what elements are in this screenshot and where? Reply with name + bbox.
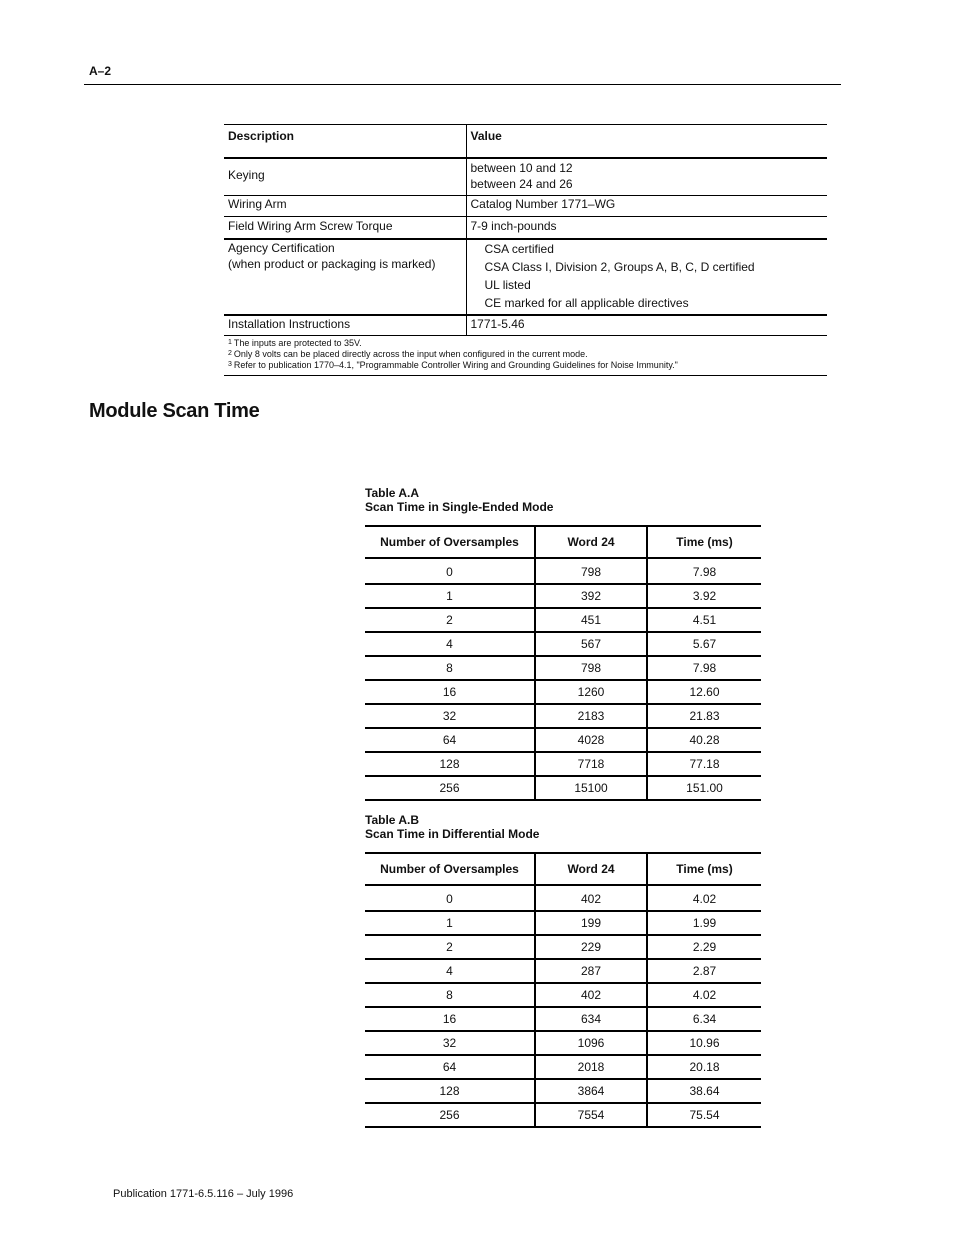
oversamples-cell: 4 [365, 959, 535, 983]
publication-footer: Publication 1771-6.5.116 – July 1996 [113, 1188, 294, 1200]
header-description: Description [224, 125, 466, 158]
oversamples-cell: 0 [365, 558, 535, 584]
spec-label-sub: (when product or packaging is marked) [228, 257, 436, 271]
table-row [365, 1103, 761, 1127]
word24-cell: 4028 [535, 728, 647, 752]
spec-value: 1771-5.46 [466, 315, 827, 336]
table-header-row [365, 853, 761, 885]
column-header: Number of Oversamples [365, 526, 535, 558]
spec-value-line: CE marked for all applicable directives [484, 296, 689, 310]
spec-label-line: Agency Certification [228, 241, 335, 255]
footnote-number: 3 [228, 361, 232, 368]
oversamples-cell: 32 [365, 1031, 535, 1055]
table-row [365, 776, 761, 800]
word24-cell: 451 [535, 608, 647, 632]
spec-row-keying [224, 158, 827, 196]
word24-cell: 287 [535, 959, 647, 983]
spec-label [224, 239, 466, 315]
spec-label: Installation Instructions [224, 315, 466, 336]
time-ms-cell: 2.87 [647, 959, 761, 983]
word24-cell: 7554 [535, 1103, 647, 1127]
time-ms-cell: 4.51 [647, 608, 761, 632]
time-ms-cell: 4.02 [647, 983, 761, 1007]
footnote-text: Refer to publication 1770–4.1, "Programmable Controller Wiring and Grounding Guidelines for Noise Immunity." [233, 360, 678, 370]
table-row [365, 1007, 761, 1031]
word24-cell: 798 [535, 656, 647, 680]
time-ms-cell: 10.96 [647, 1031, 761, 1055]
time-ms-cell: 38.64 [647, 1079, 761, 1103]
specifications-table [224, 124, 827, 376]
spec-value-line: between 10 and 12 [470, 161, 573, 175]
word24-cell: 15100 [535, 776, 647, 800]
table-row [365, 959, 761, 983]
spec-header-row [224, 125, 827, 158]
word24-cell: 798 [535, 558, 647, 584]
table-row [365, 680, 761, 704]
oversamples-cell: 0 [365, 885, 535, 911]
time-ms-cell: 151.00 [647, 776, 761, 800]
spec-value [466, 158, 827, 196]
word24-cell: 229 [535, 935, 647, 959]
column-header: Time (ms) [647, 853, 761, 885]
column-header: Number of Oversamples [365, 853, 535, 885]
word24-cell: 634 [535, 1007, 647, 1031]
spec-row-wiring-arm [224, 196, 827, 217]
scan-time-differential-table [365, 852, 761, 1128]
word24-cell: 199 [535, 911, 647, 935]
oversamples-cell: 1 [365, 911, 535, 935]
time-ms-cell: 1.99 [647, 911, 761, 935]
word24-cell: 1096 [535, 1031, 647, 1055]
word24-cell: 2183 [535, 704, 647, 728]
time-ms-cell: 21.83 [647, 704, 761, 728]
oversamples-cell: 64 [365, 728, 535, 752]
footnote-number: 2 [228, 350, 232, 357]
word24-cell: 567 [535, 632, 647, 656]
table-row [365, 1079, 761, 1103]
table-row [365, 935, 761, 959]
table-caption-id: Table A.A [365, 486, 420, 500]
table-a-caption [365, 486, 553, 514]
oversamples-cell: 64 [365, 1055, 535, 1079]
word24-cell: 392 [535, 584, 647, 608]
oversamples-cell: 1 [365, 584, 535, 608]
table-row [365, 911, 761, 935]
oversamples-cell: 2 [365, 608, 535, 632]
spec-value-line: CSA Class I, Division 2, Groups A, B, C, D certified [484, 260, 755, 274]
time-ms-cell: 75.54 [647, 1103, 761, 1127]
time-ms-cell: 12.60 [647, 680, 761, 704]
spec-label: Field Wiring Arm Screw Torque [224, 217, 466, 240]
table-row [365, 728, 761, 752]
column-header: Word 24 [535, 526, 647, 558]
spec-value: 7-9 inch-pounds [466, 217, 827, 240]
footnote [228, 349, 823, 360]
page-number: A–2 [89, 64, 112, 78]
time-ms-cell: 3.92 [647, 584, 761, 608]
table-row [365, 656, 761, 680]
spec-value-line: between 24 and 26 [470, 177, 573, 191]
time-ms-cell: 4.02 [647, 885, 761, 911]
spec-value-line: CSA certified [484, 242, 554, 256]
table-row [365, 1055, 761, 1079]
word24-cell: 3864 [535, 1079, 647, 1103]
word24-cell: 7718 [535, 752, 647, 776]
column-header: Word 24 [535, 853, 647, 885]
oversamples-cell: 8 [365, 983, 535, 1007]
spec-row-agency [224, 239, 827, 315]
header-value: Value [466, 125, 827, 158]
footnote-number: 1 [228, 339, 232, 346]
time-ms-cell: 2.29 [647, 935, 761, 959]
section-title: Module Scan Time [89, 400, 260, 422]
word24-cell: 402 [535, 983, 647, 1007]
table-header-row [365, 526, 761, 558]
table-row [365, 584, 761, 608]
word24-cell: 1260 [535, 680, 647, 704]
footnote [228, 338, 823, 349]
header-rule [84, 84, 841, 85]
table-caption-id: Table A.B [365, 813, 420, 827]
table-caption-title: Scan Time in Single-Ended Mode [365, 500, 554, 514]
footnote-text: The inputs are protected to 35V. [233, 338, 362, 348]
spec-row-installation [224, 315, 827, 336]
word24-cell: 2018 [535, 1055, 647, 1079]
table-row [365, 885, 761, 911]
spec-label: Wiring Arm [224, 196, 466, 217]
word24-cell: 402 [535, 885, 647, 911]
spec-value: Catalog Number 1771–WG [466, 196, 827, 217]
oversamples-cell: 32 [365, 704, 535, 728]
oversamples-cell: 256 [365, 1103, 535, 1127]
table-row [365, 608, 761, 632]
oversamples-cell: 128 [365, 1079, 535, 1103]
oversamples-cell: 2 [365, 935, 535, 959]
time-ms-cell: 6.34 [647, 1007, 761, 1031]
spec-label: Keying [224, 158, 466, 196]
time-ms-cell: 7.98 [647, 558, 761, 584]
oversamples-cell: 256 [365, 776, 535, 800]
oversamples-cell: 16 [365, 1007, 535, 1031]
table-b-caption [365, 813, 539, 841]
footnote [228, 360, 823, 371]
spec-row-torque [224, 217, 827, 240]
footnotes [224, 336, 827, 376]
column-header: Time (ms) [647, 526, 761, 558]
oversamples-cell: 16 [365, 680, 535, 704]
table-row [365, 558, 761, 584]
time-ms-cell: 20.18 [647, 1055, 761, 1079]
table-caption-title: Scan Time in Differential Mode [365, 827, 540, 841]
table-row [365, 983, 761, 1007]
oversamples-cell: 4 [365, 632, 535, 656]
oversamples-cell: 8 [365, 656, 535, 680]
spec-value [466, 239, 827, 315]
table-row [365, 704, 761, 728]
time-ms-cell: 40.28 [647, 728, 761, 752]
time-ms-cell: 7.98 [647, 656, 761, 680]
footnote-text: Only 8 volts can be placed directly across the input when configured in the current mode. [233, 349, 588, 359]
spec-value-line: UL listed [484, 278, 531, 292]
time-ms-cell: 77.18 [647, 752, 761, 776]
table-row [365, 632, 761, 656]
table-row [365, 752, 761, 776]
time-ms-cell: 5.67 [647, 632, 761, 656]
oversamples-cell: 128 [365, 752, 535, 776]
table-row [365, 1031, 761, 1055]
scan-time-single-ended-table [365, 525, 761, 801]
